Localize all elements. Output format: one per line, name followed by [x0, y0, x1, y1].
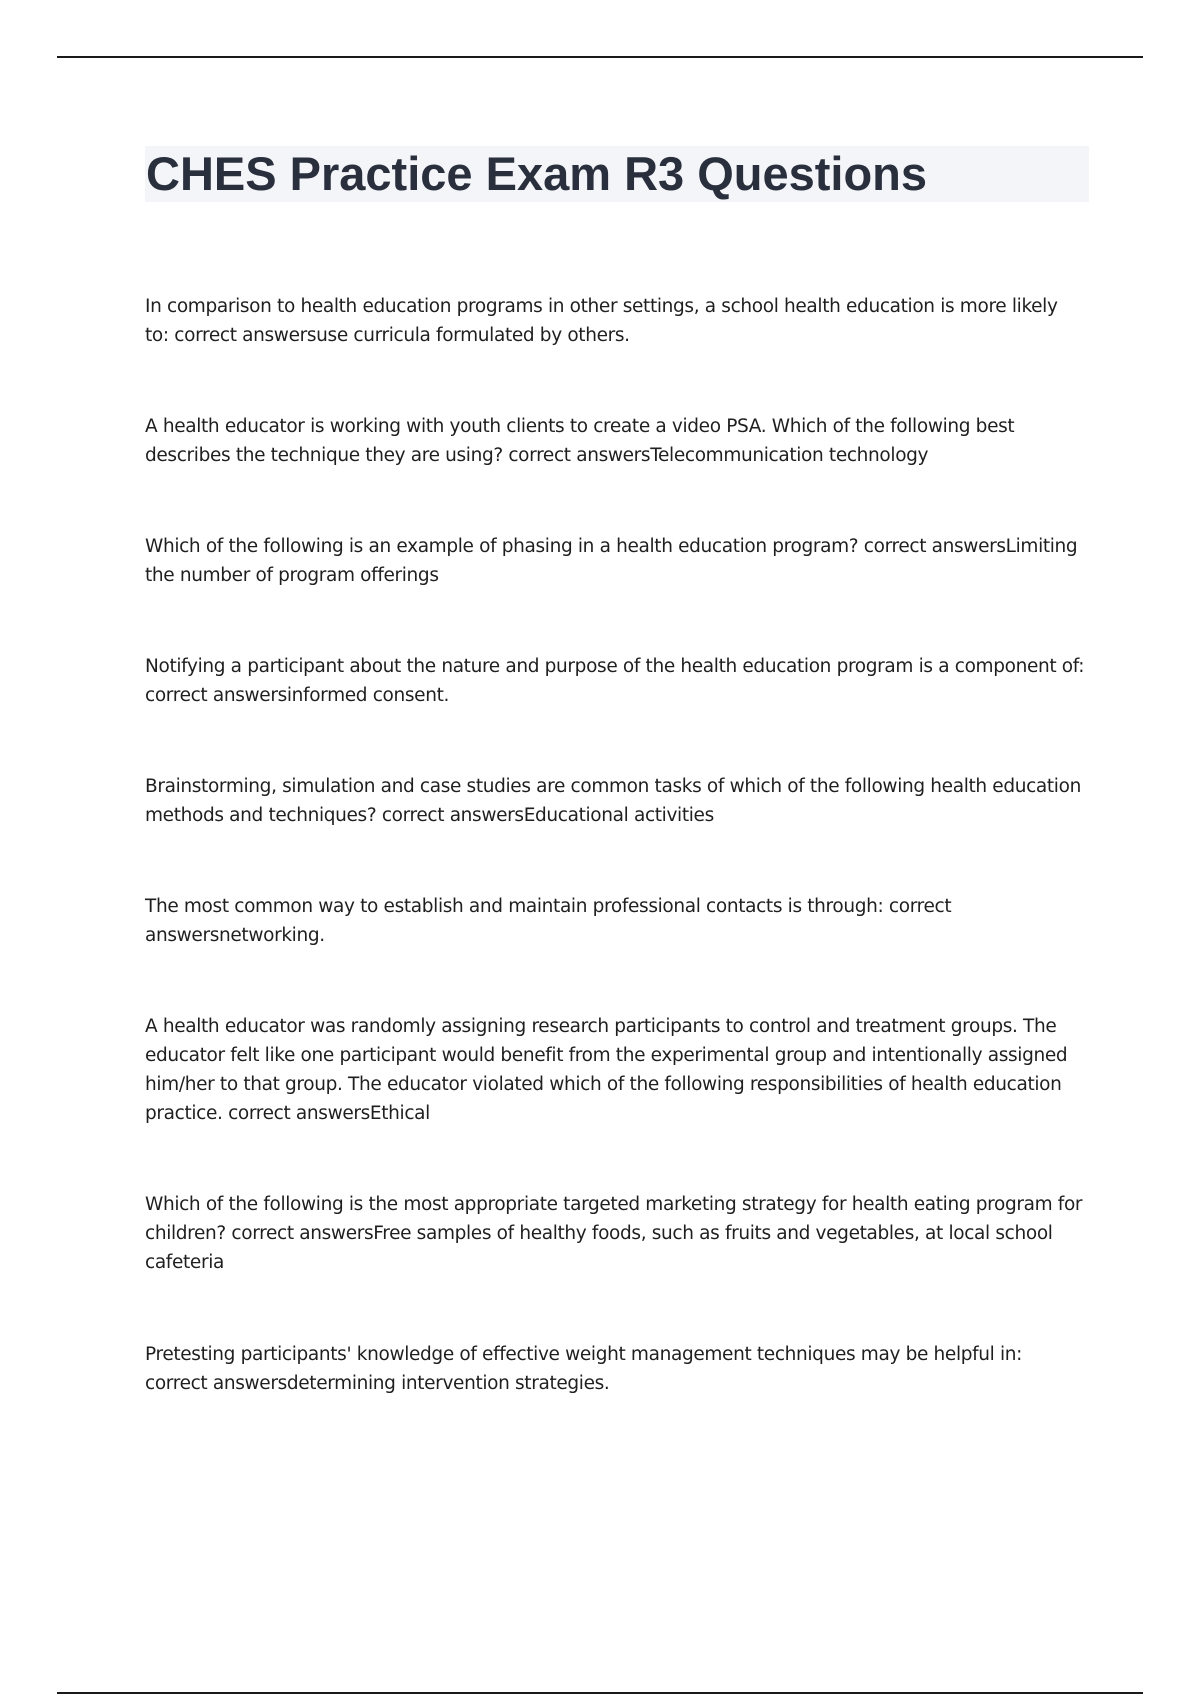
question-item-3: Which of the following is an example of phasing in a health education program? correct answersLimiting the number of program offerings	[145, 536, 1078, 586]
page-title: CHES Practice Exam R3 Questions	[146, 147, 928, 200]
question-item-7: A health educator was randomly assigning research participants to control and treatment groups. The educator felt like one participant would benefit from the experimental group and intentionally assigned him/her to that group. The educator violated which of the following responsibilities of health education practice. correct answersEthical	[145, 1016, 1068, 1124]
question-item-1: In comparison to health education programs in other settings, a school health education is more likely to: correct answersuse curricula formulated by others.	[145, 296, 1058, 346]
question-item-5: Brainstorming, simulation and case studies are common tasks of which of the following health education methods and techniques? correct answersEducational activities	[145, 776, 1081, 826]
question-item-8: Which of the following is the most appropriate targeted marketing strategy for health eating program for children? correct answersFree samples of healthy foods, such as fruits and vegetables, at local school cafeteria	[145, 1194, 1083, 1273]
question-item-9: Pretesting participants' knowledge of effective weight management techniques may be helpful in: correct answersdetermining intervention strategies.	[145, 1344, 1023, 1394]
top-rule	[57, 56, 1143, 58]
question-item-6: The most common way to establish and maintain professional contacts is through: correct answersnetworking.	[145, 896, 952, 946]
question-item-4: Notifying a participant about the nature and purpose of the health education program is a component of: correct answersinformed consent.	[145, 656, 1085, 706]
bottom-rule	[57, 1692, 1143, 1694]
question-item-2: A health educator is working with youth clients to create a video PSA. Which of the following best describes the technique they are using? correct answersTelecommunication technology	[145, 416, 1015, 466]
